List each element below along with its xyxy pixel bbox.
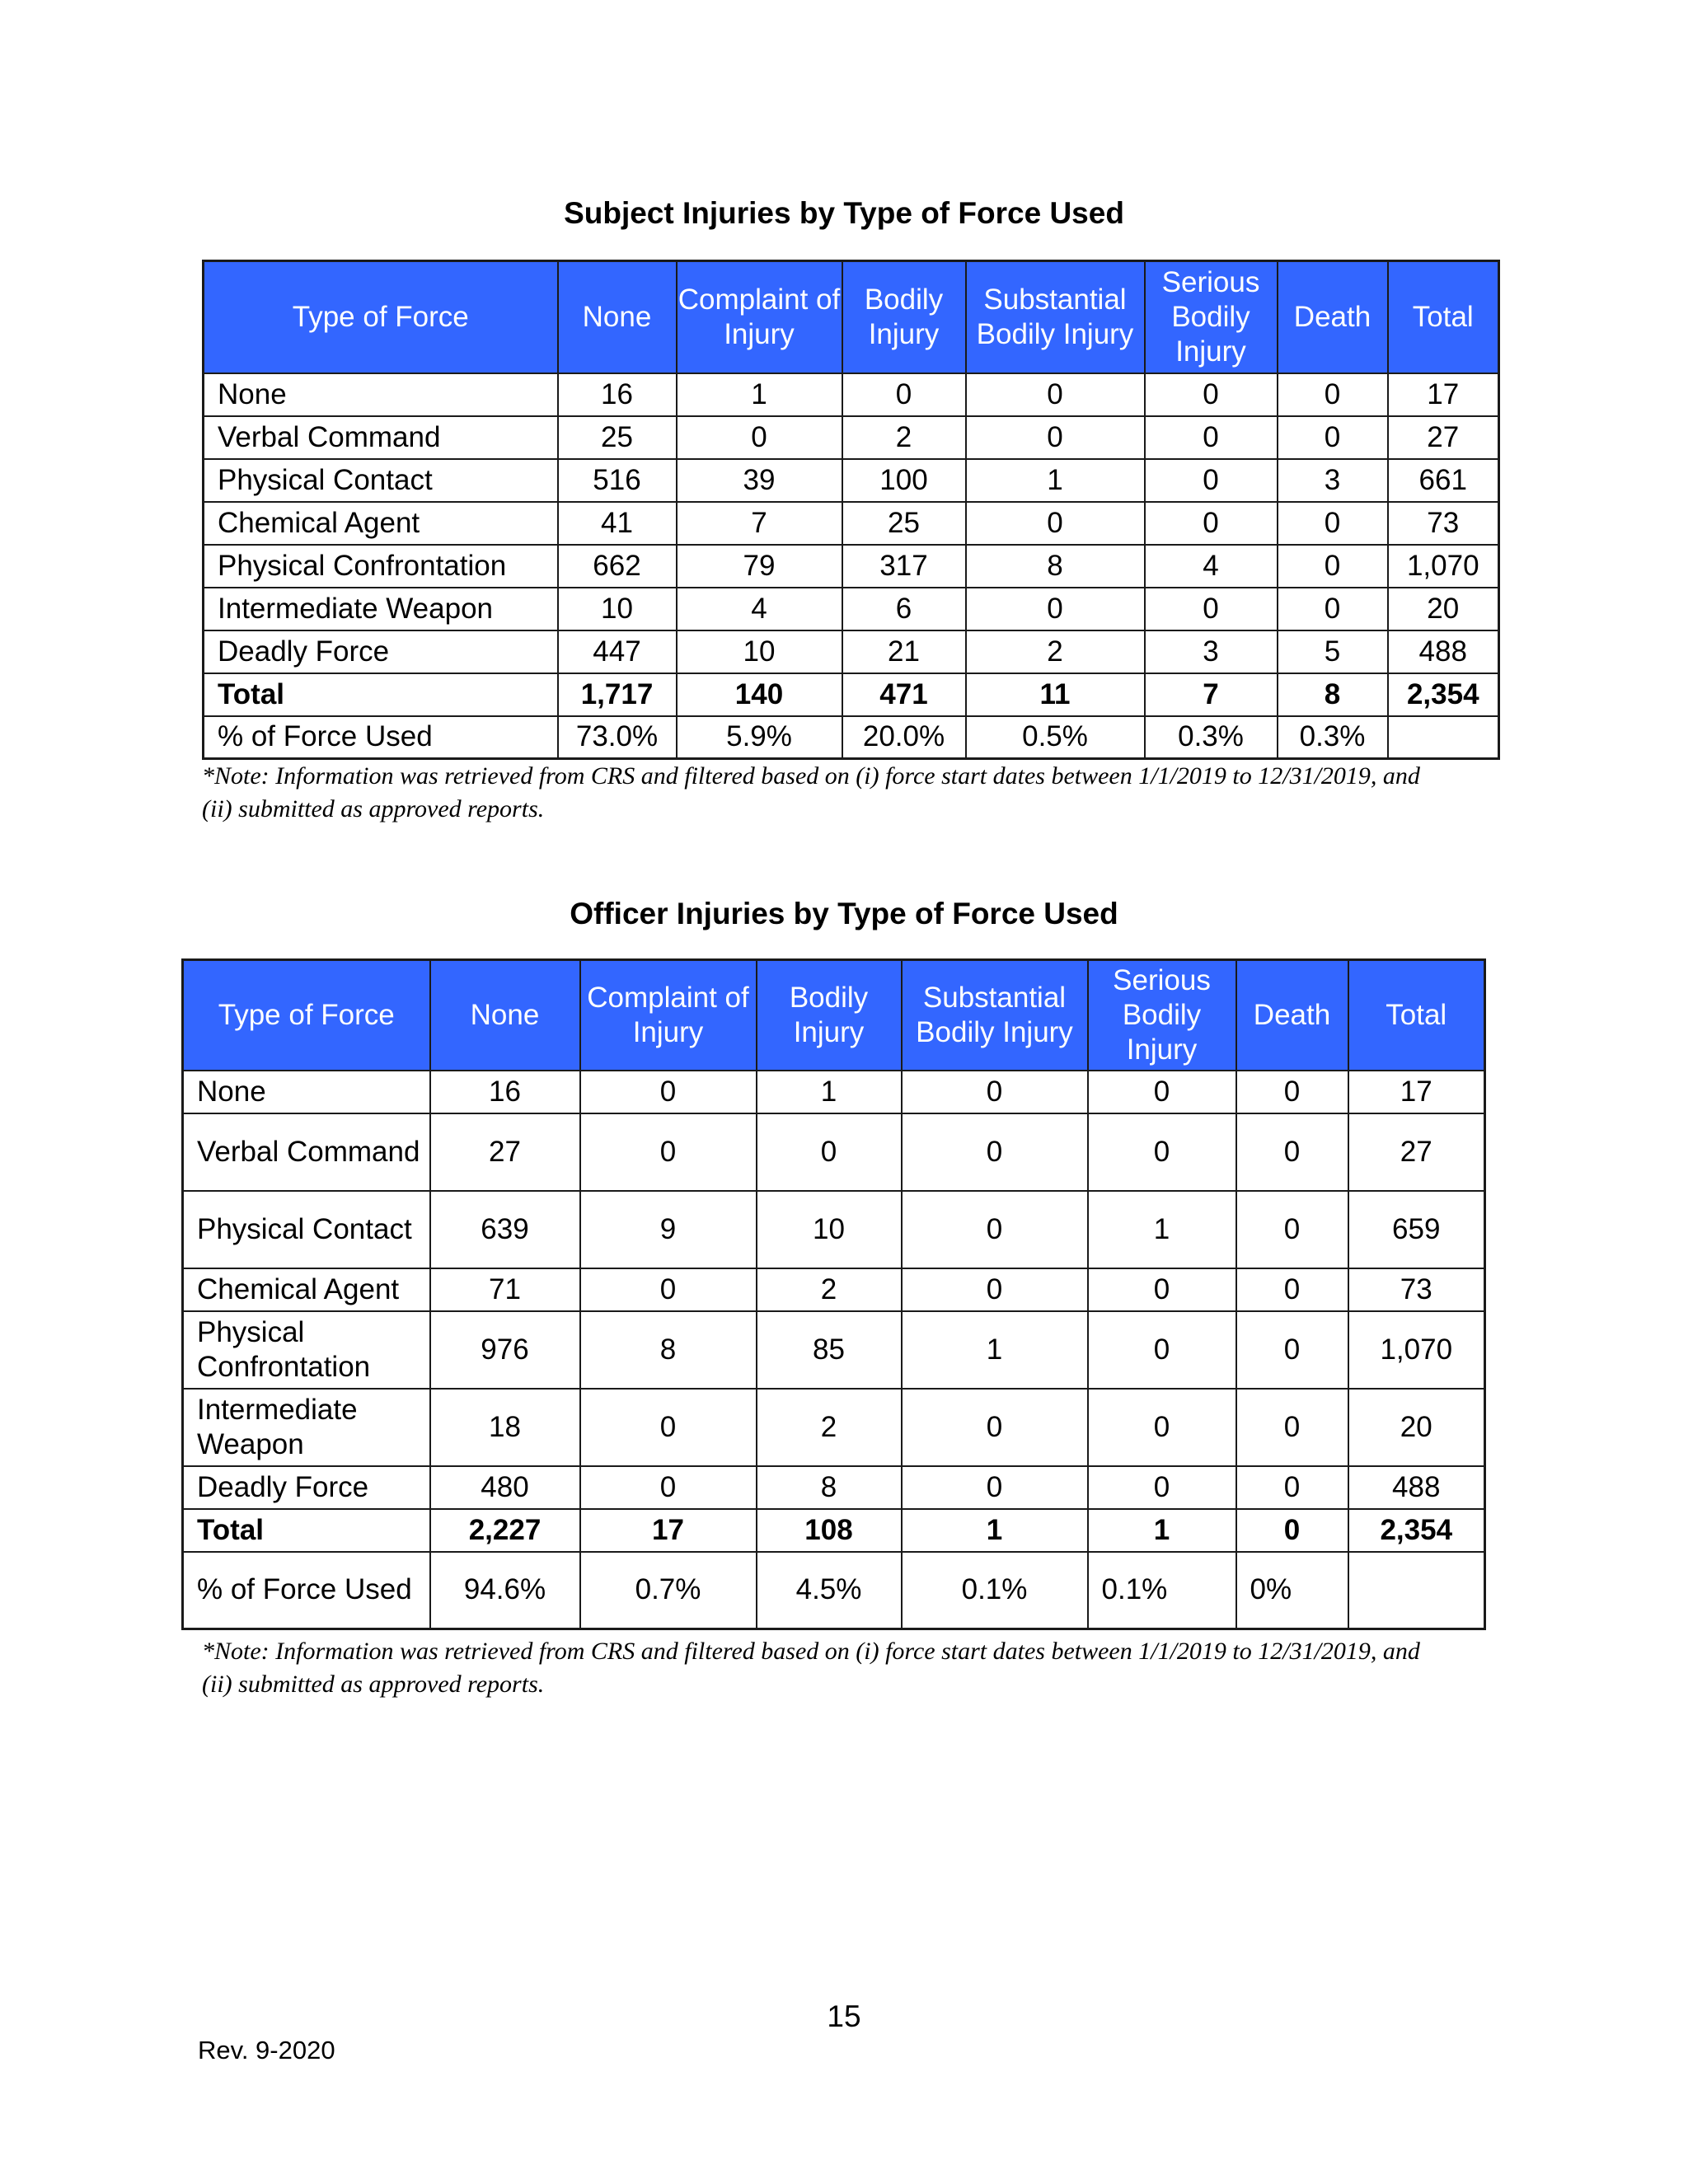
table-row [204,459,1499,502]
column-header: Bodily Injury [757,960,902,1071]
table-cell: 7 [677,502,842,545]
column-header: Substantial Bodily Injury [966,261,1145,373]
table-header-row [183,960,1485,1071]
column-header: Total [1348,960,1485,1071]
row-label: Chemical Agent [183,1268,430,1311]
table-cell: 0 [1145,416,1278,459]
table-cell: 8 [966,545,1145,588]
table-row [204,502,1499,545]
table-cell: 0.7% [580,1552,757,1629]
table-cell: 480 [430,1466,580,1509]
table-row [183,1466,1485,1509]
subject-table-note: *Note: Information was retrieved from CRS and filtered based on (i) force start dates between 1/1/2019 to 12/31/2019, and (ii) submitted as approved reports. [202,762,1420,823]
officer-table-note: *Note: Information was retrieved from CRS and filtered based on (i) force start dates between 1/1/2019 to 12/31/2019, and (ii) submitted as approved reports. [202,1638,1420,1698]
percent-row [204,716,1499,759]
row-label: Verbal Command [204,416,558,459]
table-cell: 1 [902,1509,1088,1552]
table-cell: 0 [1088,1389,1236,1466]
table-cell: 0 [1236,1268,1348,1311]
table-row [183,1113,1485,1191]
table-cell: 1 [1088,1191,1236,1268]
table-cell: 0 [1278,416,1388,459]
row-label: None [204,373,558,416]
table-cell: 661 [1388,459,1499,502]
page-number: 15 [827,1999,861,2033]
total-row [183,1509,1485,1552]
table-cell: 0 [966,502,1145,545]
row-label: Deadly Force [204,630,558,673]
table-cell: 1 [966,459,1145,502]
table-cell: 4 [677,588,842,630]
column-header: Serious Bodily Injury [1088,960,1236,1071]
table-row [183,1389,1485,1466]
table-cell: 488 [1348,1466,1485,1509]
table-cell: 0 [902,1389,1088,1466]
table-cell: 41 [558,502,677,545]
table-cell: 9 [580,1191,757,1268]
table-cell: 27 [1348,1113,1485,1191]
table-cell: 0 [1236,1389,1348,1466]
row-label: Verbal Command [183,1113,430,1191]
table-cell: 0 [1145,502,1278,545]
column-header: Bodily Injury [842,261,966,373]
table-cell: 100 [842,459,966,502]
table-cell: 73.0% [558,716,677,759]
table-cell: 0 [677,416,842,459]
table-cell: 0.1% [902,1552,1088,1629]
table-cell: 2 [757,1389,902,1466]
subject-injuries-table [202,260,1500,760]
table-cell: 108 [757,1509,902,1552]
table-cell: 0 [902,1191,1088,1268]
table-row [183,1268,1485,1311]
row-label: Deadly Force [183,1466,430,1509]
table-cell: 17 [1348,1071,1485,1113]
table-cell: 21 [842,630,966,673]
table-cell: 0 [1278,545,1388,588]
column-header: None [558,261,677,373]
table-cell: 10 [677,630,842,673]
table-cell: 2,227 [430,1509,580,1552]
table-cell: 20 [1388,588,1499,630]
table-cell: 976 [430,1311,580,1389]
table-cell: 0 [902,1113,1088,1191]
table-cell: 94.6% [430,1552,580,1629]
column-header: Type of Force [204,261,558,373]
table-cell: 8 [580,1311,757,1389]
table-cell: 1,070 [1388,545,1499,588]
table-cell: 0 [902,1466,1088,1509]
table-row [204,630,1499,673]
table-cell: 39 [677,459,842,502]
table-cell: 71 [430,1268,580,1311]
table-header-row [204,261,1499,373]
table-cell: 0 [1088,1113,1236,1191]
column-header: Complaint of Injury [580,960,757,1071]
table-row [183,1311,1485,1389]
table-cell: 639 [430,1191,580,1268]
table-cell: 0 [1236,1311,1348,1389]
row-label: % of Force Used [183,1552,430,1629]
table-cell: 140 [677,673,842,716]
table-row [204,545,1499,588]
table-cell: 1 [902,1311,1088,1389]
table-cell: 0 [966,416,1145,459]
column-header: Death [1236,960,1348,1071]
table-cell: 25 [842,502,966,545]
row-label: Physical Contact [183,1191,430,1268]
table-cell: 1 [757,1071,902,1113]
table-cell: 0 [1236,1113,1348,1191]
table-row [183,1071,1485,1113]
table-cell: 17 [580,1509,757,1552]
table-cell: 447 [558,630,677,673]
column-header: Substantial Bodily Injury [902,960,1088,1071]
table-cell: 0 [902,1268,1088,1311]
table-cell: 0 [580,1113,757,1191]
table-cell: 17 [1388,373,1499,416]
table-cell: 73 [1348,1268,1485,1311]
table-cell: 25 [558,416,677,459]
table-cell: 11 [966,673,1145,716]
table-cell: 1,717 [558,673,677,716]
table-cell: 2 [757,1268,902,1311]
table-cell: 0 [902,1071,1088,1113]
table-cell: 79 [677,545,842,588]
column-header: None [430,960,580,1071]
total-row [204,673,1499,716]
row-label: Physical Confrontation [183,1311,430,1389]
table-cell: 0 [580,1389,757,1466]
table-cell: 0 [1145,373,1278,416]
column-header: Complaint of Injury [677,261,842,373]
table-cell: 6 [842,588,966,630]
table-cell: 317 [842,545,966,588]
table-cell: 1 [1088,1509,1236,1552]
table-cell: 0 [1236,1191,1348,1268]
table-cell: 516 [558,459,677,502]
row-label: Physical Contact [204,459,558,502]
table-cell: 1,070 [1348,1311,1485,1389]
table-cell: 0 [1278,588,1388,630]
row-label: None [183,1071,430,1113]
row-label: Total [183,1509,430,1552]
table-cell: 488 [1388,630,1499,673]
table-cell: 3 [1278,459,1388,502]
table-row [204,588,1499,630]
table-cell: 2,354 [1388,673,1499,716]
table-cell: 8 [757,1466,902,1509]
column-header: Total [1388,261,1499,373]
table-cell: 4.5% [757,1552,902,1629]
table-cell: 0% [1236,1552,1348,1629]
table-cell: 0 [966,373,1145,416]
table-cell: 5.9% [677,716,842,759]
table-cell: 0 [580,1466,757,1509]
officer-injuries-table [181,958,1486,1630]
table-cell: 471 [842,673,966,716]
table-row [183,1191,1485,1268]
row-label: Intermediate Weapon [183,1389,430,1466]
table-cell [1348,1552,1485,1629]
table-cell: 16 [430,1071,580,1113]
table-cell: 18 [430,1389,580,1466]
table-cell: 27 [430,1113,580,1191]
table-cell: 0 [966,588,1145,630]
table-cell: 85 [757,1311,902,1389]
row-label: Physical Confrontation [204,545,558,588]
column-header: Type of Force [183,960,430,1071]
table-cell: 662 [558,545,677,588]
table-row [204,416,1499,459]
table-cell: 2,354 [1348,1509,1485,1552]
table-cell: 0 [580,1268,757,1311]
percent-row [183,1552,1485,1629]
table-cell: 0 [1278,502,1388,545]
row-label: % of Force Used [204,716,558,759]
table-cell: 0 [1088,1466,1236,1509]
table-cell: 0 [1236,1466,1348,1509]
table-cell: 3 [1145,630,1278,673]
table-cell: 2 [842,416,966,459]
table-cell: 0 [1088,1311,1236,1389]
table-cell: 10 [558,588,677,630]
table-cell [1388,716,1499,759]
table-cell: 73 [1388,502,1499,545]
row-label: Intermediate Weapon [204,588,558,630]
officer-table-title: Officer Injuries by Type of Force Used [570,897,1118,930]
row-label: Chemical Agent [204,502,558,545]
table-cell: 0 [580,1071,757,1113]
table-cell: 0.1% [1088,1552,1236,1629]
table-cell: 0 [1088,1268,1236,1311]
table-cell: 0 [1145,588,1278,630]
table-cell: 659 [1348,1191,1485,1268]
table-cell: 0 [1236,1509,1348,1552]
table-cell: 0 [1278,373,1388,416]
row-label: Total [204,673,558,716]
table-cell: 20 [1348,1389,1485,1466]
table-cell: 4 [1145,545,1278,588]
table-cell: 1 [677,373,842,416]
column-header: Serious Bodily Injury [1145,261,1278,373]
table-cell: 5 [1278,630,1388,673]
table-cell: 20.0% [842,716,966,759]
table-cell: 8 [1278,673,1388,716]
table-cell: 0 [842,373,966,416]
table-cell: 0 [1236,1071,1348,1113]
table-cell: 0 [1088,1071,1236,1113]
revision-label: Rev. 9-2020 [198,2036,335,2064]
table-cell: 0.3% [1278,716,1388,759]
table-cell: 0.5% [966,716,1145,759]
table-cell: 0 [757,1113,902,1191]
table-cell: 0 [1145,459,1278,502]
subject-table-title: Subject Injuries by Type of Force Used [564,196,1124,230]
table-cell: 2 [966,630,1145,673]
table-row [204,373,1499,416]
table-cell: 0.3% [1145,716,1278,759]
table-cell: 27 [1388,416,1499,459]
table-cell: 7 [1145,673,1278,716]
table-cell: 10 [757,1191,902,1268]
column-header: Death [1278,261,1388,373]
table-cell: 16 [558,373,677,416]
